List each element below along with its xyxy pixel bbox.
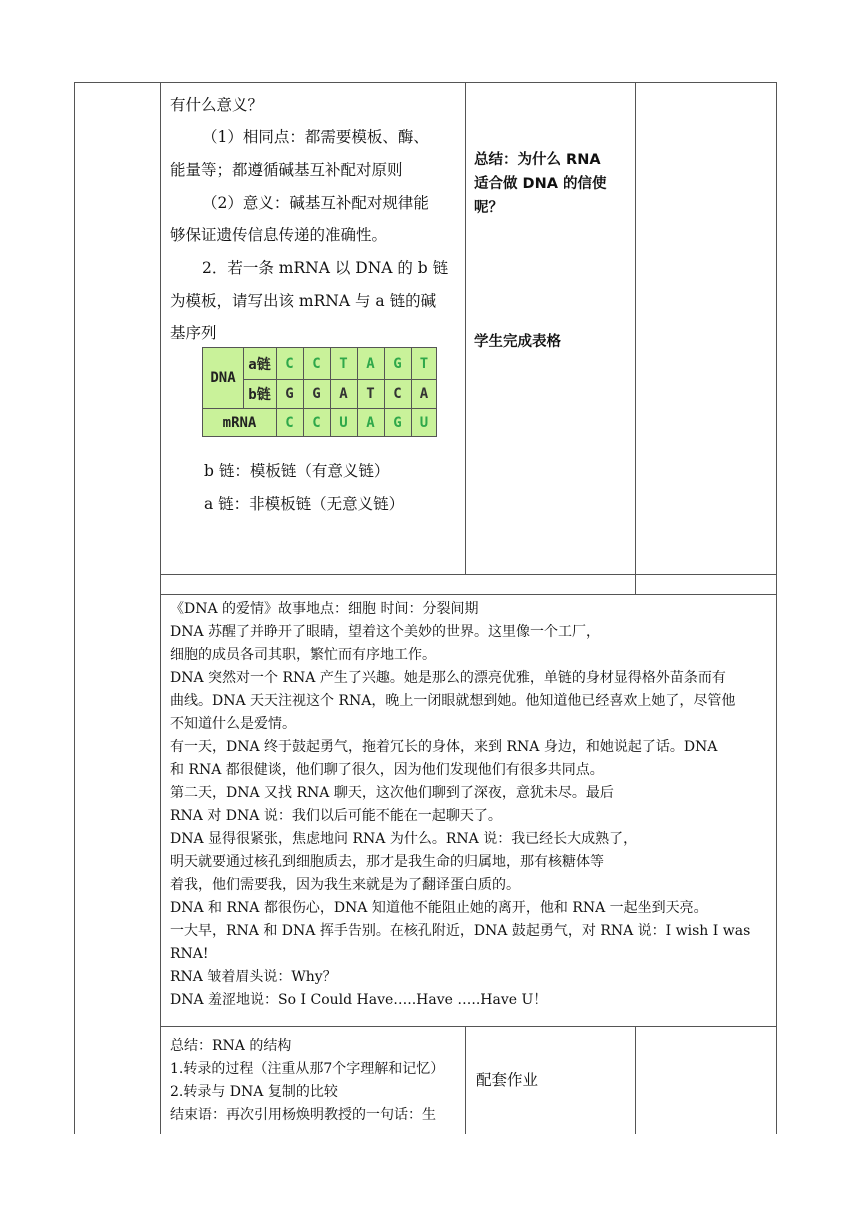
summary-line: 结束语：再次引用杨焕明教授的一句话：生 [170,1107,436,1123]
b-base-cell: G [285,385,294,402]
a-chain-label: a链 [248,356,271,373]
a-base-cell: C [285,355,294,372]
b-chain-label: b链 [248,386,271,403]
a-base-cell: T [339,355,348,372]
text-line: 够保证遗传信息传递的准确性。 [170,226,388,244]
mrna-base-cell: G [393,414,402,431]
story-line: 第二天，DNA 又找 RNA 聊天，这次他们聊到了深夜，意犹未尽。最后 [170,785,614,801]
dna-mrna-table [202,347,437,437]
story-line: 明天就要通过核孔到细胞质去，那才是我生命的归属地，那有核糖体等 [170,854,604,870]
story-line: 细胞的成员各司其职，繁忙而有序地工作。 [170,647,436,663]
b-base-cell: G [312,385,321,402]
text-line: （2）意义：碱基互补配对规律能 [202,194,429,212]
b-base-cell: C [393,385,402,402]
story-line: DNA 羞涩地说：So I Could Have…..Have …..Have U！ [170,992,548,1008]
student-task: 学生完成表格 [474,334,561,350]
text-line: 基序列 [170,324,217,342]
homework-label: 配套作业 [476,1071,539,1089]
mrna-base-cell: A [366,414,375,431]
mrna-base-cell: U [419,414,429,431]
story-line: 一大早，RNA 和 DNA 挥手告别。在核孔附近，DNA 鼓起勇气，对 RNA 说：I wish I was [170,923,751,939]
mrna-label: mRNA [222,414,257,431]
story-line: RNA 对 DNA 说：我们以后可能不能在一起聊天了。 [170,808,502,824]
summary-line: 1.转录的过程（注重从那7个字理解和记忆） [170,1061,445,1077]
story-line: DNA 苏醒了并睁开了眼睛，望着这个美妙的世界。这里像一个工厂， [170,624,601,640]
story-line: RNA! [170,946,209,962]
story-line: DNA 突然对一个 RNA 产生了兴趣。她是那么的漂亮优雅，单链的身材显得格外苗条而有 [170,670,726,686]
summary-line: 总结：RNA 的结构 [170,1038,292,1054]
summary-question: 总结：为什么 RNA [474,152,601,168]
story-line: 和 RNA 都很健谈，他们聊了很久，因为他们发现他们有很多共同点。 [170,762,604,778]
dna-label: DNA [210,370,236,386]
story-line: 有一天，DNA 终于鼓起勇气，拖着冗长的身体，来到 RNA 身边，和她说起了话。DNA [170,739,718,755]
mrna-base-cell: C [285,414,294,431]
text-line: 有什么意义？ [170,96,264,114]
mrna-base-cell: C [312,414,321,431]
a-base-cell: G [393,355,402,372]
story-line: DNA 显得很紧张，焦虑地问 RNA 为什么。RNA 说：我已经长大成熟了， [170,831,638,847]
b-base-cell: T [366,385,375,402]
story-line: 曲线。DNA 天天注视这个 RNA，晚上一闭眼就想到她。他知道他已经喜欢上她了，尽管他 [170,693,736,709]
summary-question: 适合做 DNA 的信使 [474,176,607,192]
mrna-base-cell: U [339,414,348,431]
a-chain-note: a 链：非模板链（无意义链） [204,495,405,513]
story-line: DNA 和 RNA 都很伤心，DNA 知道他不能阻止她的离开，他和 RNA 一起坐到天亮。 [170,900,708,916]
story-line: RNA 皱着眉头说：Why？ [170,969,337,985]
summary-line: 2.转录与 DNA 复制的比较 [170,1084,338,1100]
story-line: 不知道什么是爱情。 [170,716,296,732]
summary-question: 呢？ [474,200,503,216]
a-base-cell: T [419,355,429,372]
a-base-cell: A [366,355,375,372]
b-base-cell: A [419,385,429,402]
b-base-cell: A [339,385,348,402]
story-line: 着我，他们需要我，因为我生来就是为了翻译蛋白质的。 [170,877,520,893]
text-line: 为模板，请写出该 mRNA 与 a 链的碱 [170,292,437,310]
a-base-cell: C [312,355,321,372]
text-line: 能量等；都遵循碱基互补配对原则 [170,161,403,179]
text-line: （1）相同点：都需要模板、酶、 [202,128,429,146]
story-line: 《DNA 的爱情》故事地点：细胞 时间：分裂间期 [170,601,479,617]
b-chain-note: b 链：模板链（有意义链） [204,462,390,480]
text-line: 2．若一条 mRNA 以 DNA 的 b 链 [202,259,449,277]
